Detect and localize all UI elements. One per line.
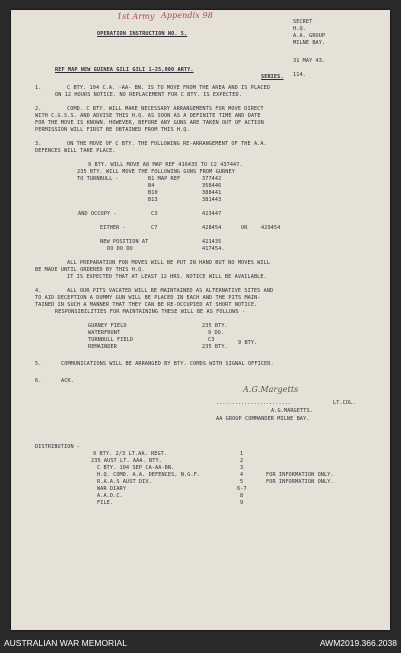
to-turnbull-label: TO TURNBULL - <box>77 176 119 182</box>
distribution-recipient: 9 BTY. 2/3 LT.AA. REGT. <box>93 451 168 457</box>
distribution-note: FOR INFORMATION ONLY. <box>266 472 334 478</box>
map-reference-series: SERIES. <box>261 74 284 80</box>
distribution-recipient: A.A.D.C. <box>97 493 123 499</box>
para5-number: 5. <box>35 361 42 367</box>
either-ref: 428454 <box>202 225 222 231</box>
maintenance-field: REMAINDER <box>88 344 118 350</box>
maintenance-unit: C3 <box>208 337 215 343</box>
distribution-copy: 5 <box>240 479 244 485</box>
distribution-recipient: R.A.A.S AUST DIV. <box>97 479 152 485</box>
signature-line: ........................ <box>216 400 291 406</box>
para6-text: ACK. <box>61 378 74 384</box>
para3-line2: DEFENCES WILL TAKE PLACE. <box>35 148 116 154</box>
or-ref: 429454 <box>261 225 281 231</box>
maintenance-unit: 9 DO. <box>208 330 225 336</box>
signatory-name: A.G.MARGETTS. <box>271 408 313 414</box>
distribution-recipient: C BTY. 104 SEP CA-AA-BN. <box>97 465 175 471</box>
para2-line4: PERMISSION WILL FIRST BE OBTAINED FROM THIS H.Q. <box>35 127 190 133</box>
gun-name: B1 MAP REF <box>148 176 181 182</box>
handwritten-note-left: 1st Army <box>117 12 155 21</box>
distribution-recipient: FILE. <box>97 500 114 506</box>
para1-line1: C BTY. 104 C.A. -AA- BN. IS TO MOVE FROM THE AREA AND IS PLACED <box>67 85 271 91</box>
para4-line3: TAINED IN SUCH A MANNER THAT THEY CAN BE RE-OCCUPIED AT SHORT NOTICE. <box>35 302 258 308</box>
maintenance-field: WATERFRONT <box>88 330 121 336</box>
para1-number: 1. <box>35 85 42 91</box>
header-group: A.A. GROUP <box>293 33 326 39</box>
secret-marking: SECRET <box>293 19 313 25</box>
ditto-text: DO DO DO <box>107 246 133 252</box>
handwritten-signature: A.G.Margetts <box>243 385 299 394</box>
maintenance-field: GURNEY FIELD <box>88 323 127 329</box>
distribution-recipient: WAR DIARY <box>97 486 127 492</box>
para3-line4: 235 BTY. WILL MOVE THE FOLLOWING GUNS FROM GURNEY <box>77 169 235 175</box>
ditto-ref: 417454. <box>202 246 225 252</box>
header-place: MILNE BAY. <box>293 40 326 46</box>
distribution-copy: 8 <box>240 493 244 499</box>
archive-reference: AWM2019.366.2038 <box>319 638 397 648</box>
distribution-copy: 9 <box>240 500 244 506</box>
maintenance-unit: 235 BTY. <box>202 323 228 329</box>
distribution-copy: 6-7 <box>237 486 247 492</box>
para4-line4: RESPONSIBILITIES FOR MAINTAINING THESE WILL BE AS FOLLOWS - <box>55 309 246 315</box>
para3b-line1: ALL PREPARATION FOR MOVES WILL BE PUT IN HAND BUT NO MOVES WILL <box>67 260 271 266</box>
archive-name: AUSTRALIAN WAR MEMORIAL <box>4 638 127 648</box>
gun-name: B10 <box>148 190 158 196</box>
either-label: EITHER - <box>100 225 126 231</box>
para4-number: 4. <box>35 288 42 294</box>
distribution-copy: 2 <box>240 458 244 464</box>
gun-name: B4 <box>148 183 155 189</box>
new-position-label: NEW POSITION AT <box>100 239 149 245</box>
document-page <box>11 10 390 630</box>
occupy-ref: 423447 <box>202 211 222 217</box>
distribution-recipient: 235 AUST LT. AAA. BTY. <box>91 458 162 464</box>
gun-map-ref: 358446 <box>202 183 222 189</box>
distribution-label: DISTRIBUTION - <box>35 444 81 450</box>
header-number: 114. <box>293 72 306 78</box>
maintenance-extra: 9 BTY. <box>238 340 258 346</box>
handwritten-note-right: Appendix 98 <box>161 11 213 20</box>
header-date: 31 MAY 43. <box>293 58 326 64</box>
distribution-recipient: H.Q. COMD. A.A. DEFENCES, N.G.F. <box>97 472 201 478</box>
document-title: OPERATION INSTRUCTION NO. 5. <box>97 31 188 37</box>
distribution-copy: 3 <box>240 465 244 471</box>
gun-map-ref: 388441 <box>202 190 222 196</box>
gun-map-ref: 381443 <box>202 197 222 203</box>
gun-map-ref: 377442 <box>202 176 222 182</box>
distribution-copy: 1 <box>240 451 244 457</box>
para2-number: 2. <box>35 106 42 112</box>
maintenance-field: TURNBULL FIELD <box>88 337 134 343</box>
para2-line3: FOR THE MOVE IS KNOWN. HOWEVER, BEFORE ANY GUNS ARE TAKEN OUT OF ACTION <box>35 120 264 126</box>
para2-line1: COMD. C BTY. WILL MAKE NECESSARY ARRANGEMENTS FOR MOVE DIRECT <box>67 106 264 112</box>
map-reference: REF MAP NEW GUINEA GILI GILI 1-25,000 ARTY. <box>55 67 194 73</box>
para3-line3: 9 BTY. WILL MOVE A8 MAP REF 416435 TO C2 437447. <box>88 162 243 168</box>
archive-footer <box>0 633 401 653</box>
para3-number: 3. <box>35 141 42 147</box>
para1-line2: ON 12 HOURS NOTICE. NO REPLACEMENT FOR C BTY. IS EXPECTED. <box>55 92 242 98</box>
or-text: OR <box>241 225 248 231</box>
para4-line2: TO AID DECEPTION A DUMMY GUN WILL BE PLACED IN EACH AND THE PITS MAIN- <box>35 295 261 301</box>
either-gun: C7 <box>151 225 158 231</box>
signatory-title: AA GROUP COMMANDER MILNE BAY. <box>216 416 310 422</box>
distribution-copy: 4 <box>240 472 244 478</box>
para3b-line2: BE MADE UNTIL ORDERED BY THIS H.Q. <box>35 267 145 273</box>
para2-line2: WITH C.G.S.S. AND ADVISE THIS H.Q. AS SOON AS A DEFINITE TIME AND DATE <box>35 113 261 119</box>
para6-number: 6. <box>35 378 42 384</box>
signature-rank: LT.COL. <box>333 400 356 406</box>
distribution-note: FOR INFORMATION ONLY. <box>266 479 334 485</box>
para5-text: COMMUNICATIONS WILL BE ARRANGED BY BTY. COMDS WITH SIGNAL OFFICER. <box>61 361 274 367</box>
occupy-label: AND OCCUPY - <box>78 211 117 217</box>
para3b-line3: IT IS EXPECTED THAT AT LEAST 12 HRS. NOTICE WILL BE AVAILABLE. <box>67 274 267 280</box>
para4-line1: ALL OUR PITS VACATED WILL BE MAINTAINED AS ALTERNATIVE SITES AND <box>67 288 274 294</box>
header-hq: H.Q. <box>293 26 306 32</box>
para3-line1: ON THE MOVE OF C BTY. THE FOLLOWING RE-ARRANGEMENT OF THE A.A. <box>67 141 267 147</box>
maintenance-unit: 235 BTY. <box>202 344 228 350</box>
new-position-ref: 421435 <box>202 239 222 245</box>
occupy-gun: C3 <box>151 211 158 217</box>
gun-name: B13 <box>148 197 158 203</box>
